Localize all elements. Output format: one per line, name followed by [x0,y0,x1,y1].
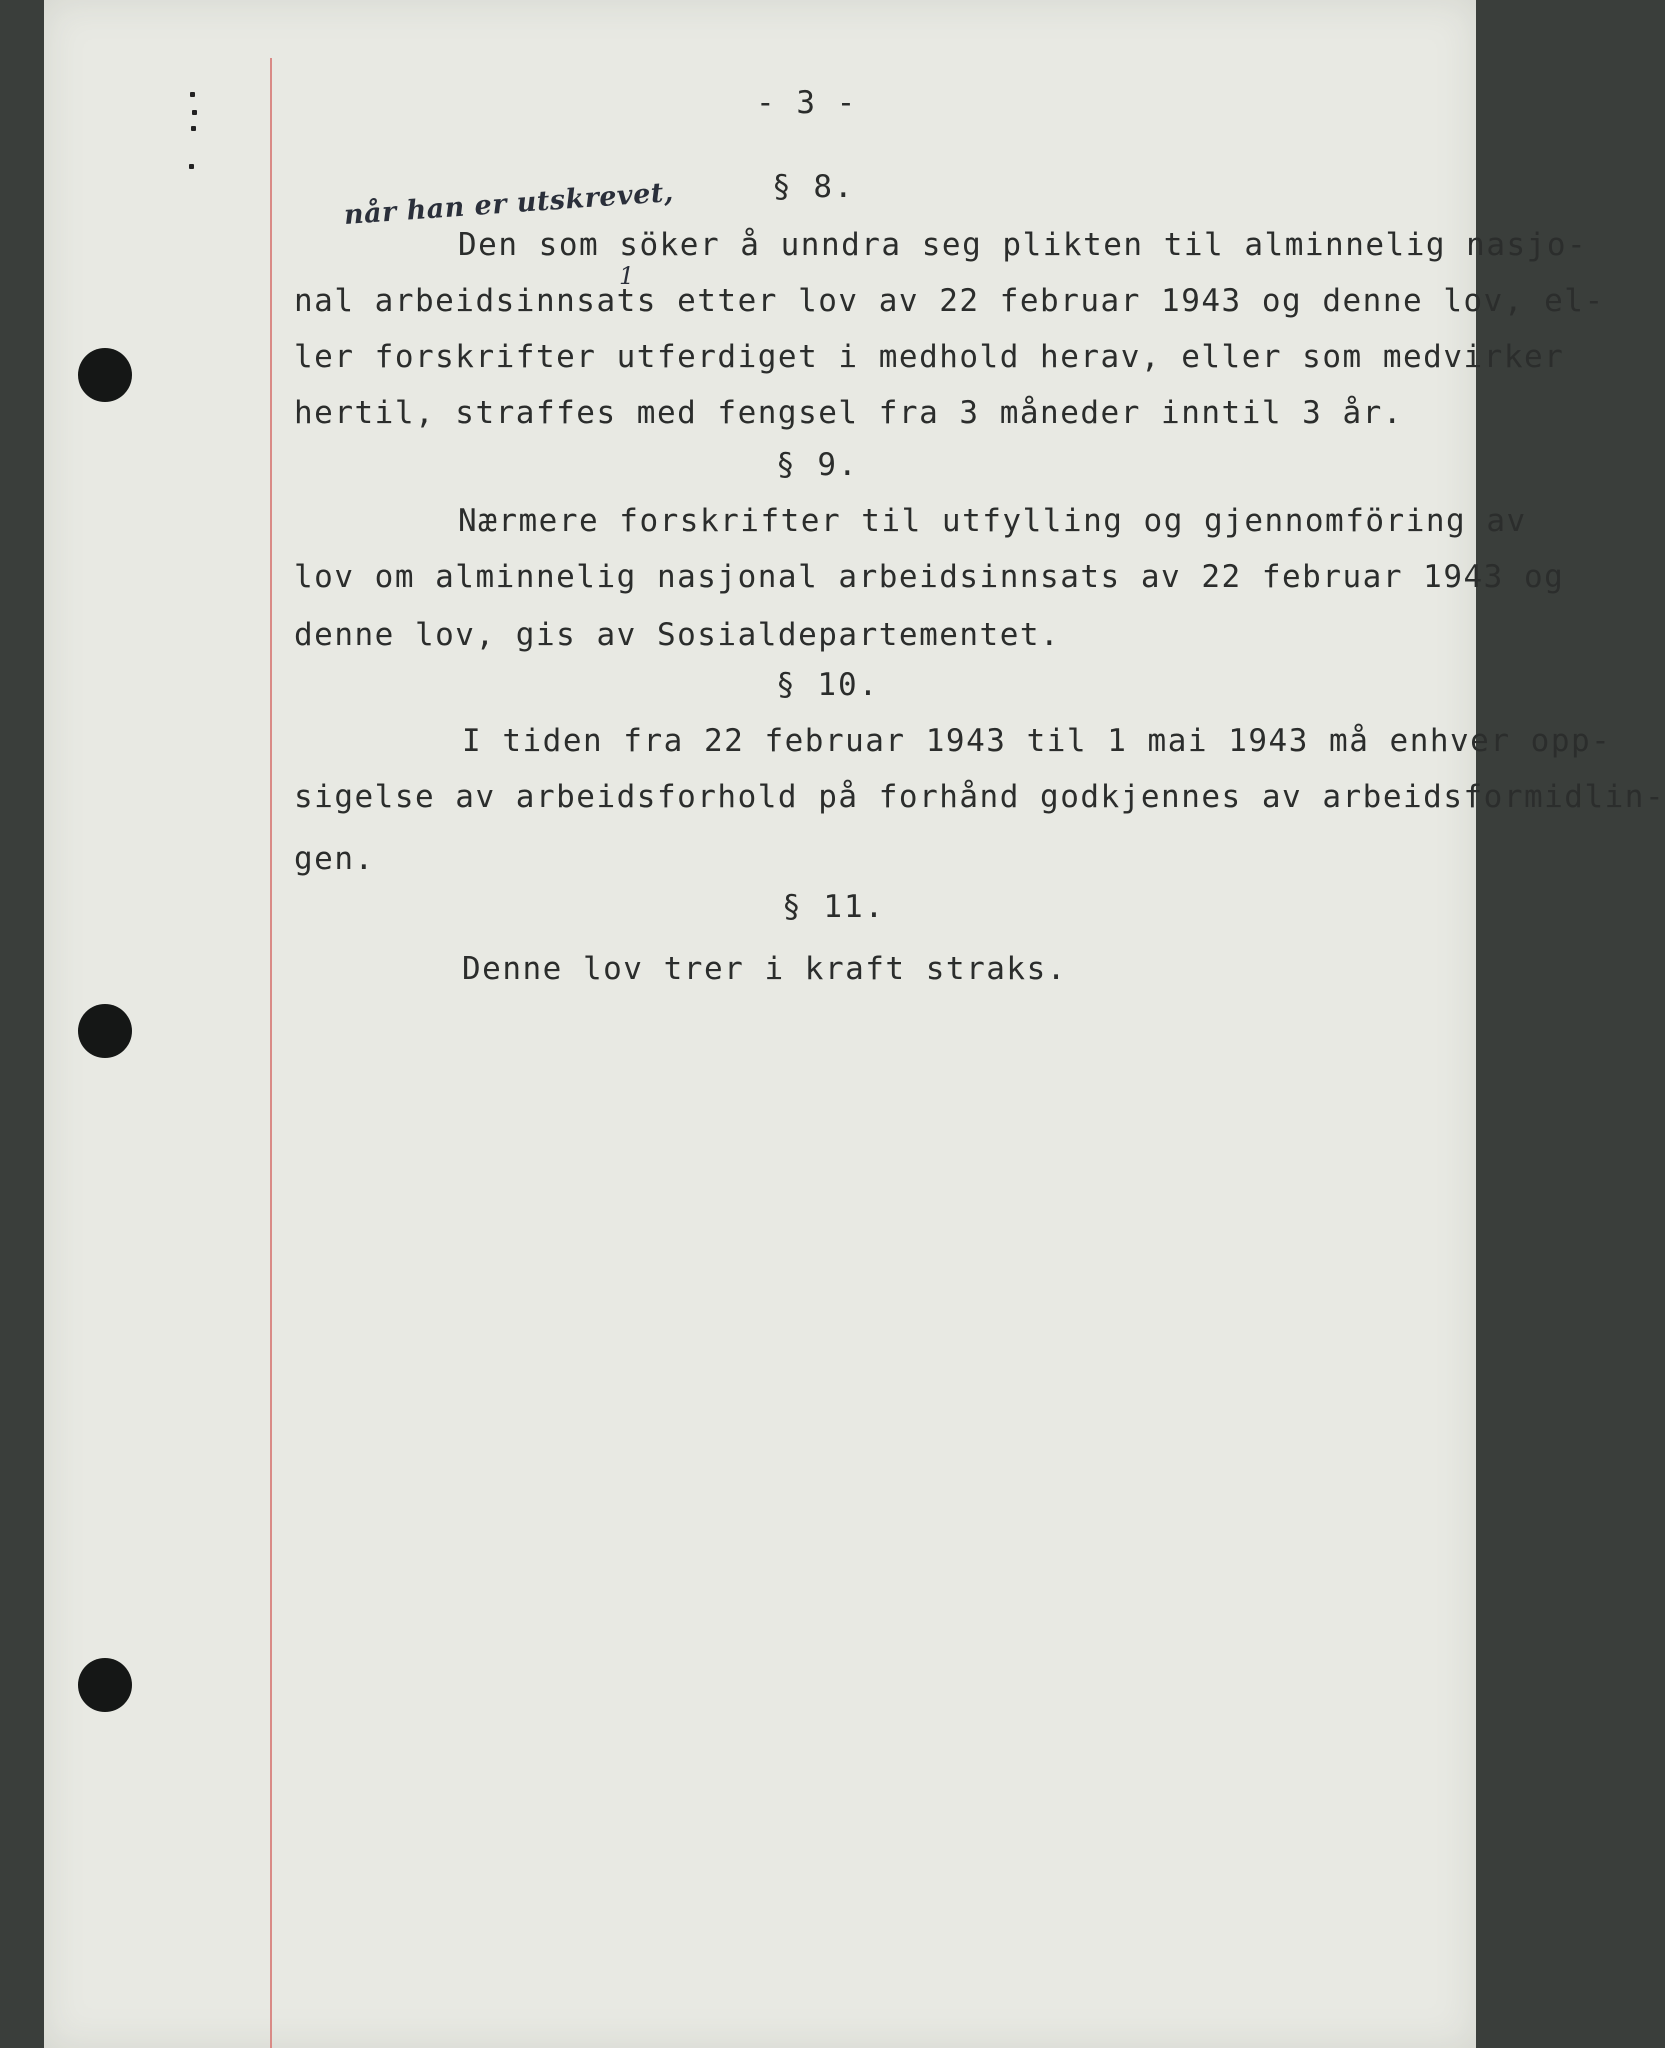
punch-hole [78,1658,132,1712]
section-heading: § 8. [772,169,855,205]
paragraph-line: ler forskrifter utferdiget i medhold herav, eller som medvirker [294,339,1565,375]
document-page [44,0,1665,2048]
paragraph-line: lov om alminnelig nasjonal arbeidsinnsats av 22 februar 1943 og [294,559,1565,595]
section-heading: § 10. [776,667,880,703]
paragraph-line: I tiden fra 22 februar 1943 til 1 mai 1943 må enhver opp- [462,723,1612,759]
margin-mark [191,126,196,131]
paragraph-line: Den som söker å unndra seg plikten til alminnelig nasjo- [458,227,1588,263]
paragraph-line: gen. [294,841,375,877]
page-number: - 3 - [756,85,857,121]
insertion-mark: 1 [619,262,635,290]
section-heading: § 11. [782,889,886,925]
paragraph-line: Denne lov trer i kraft straks. [462,951,1067,987]
paragraph-line: denne lov, gis av Sosialdepartementet. [294,617,1061,653]
paragraph-line: nal arbeidsinnsats etter lov av 22 februar 1943 og denne lov, el- [294,283,1605,319]
margin-mark [192,110,197,115]
paragraph-line: hertil, straffes med fengsel fra 3 måneder inntil 3 år. [294,395,1403,431]
paragraph-line: sigelse av arbeidsforhold på forhånd godkjennes av arbeidsformidlin- [294,779,1665,815]
margin-mark [189,164,194,169]
margin-rule [270,58,272,2048]
paragraph-line: Nærmere forskrifter til utfylling og gjennomföring av [458,503,1527,539]
punch-hole [78,1004,132,1058]
handwritten-note: når han er utskrevet, [342,176,675,231]
punch-hole [78,348,132,402]
section-heading: § 9. [776,447,859,483]
margin-mark [190,92,195,97]
